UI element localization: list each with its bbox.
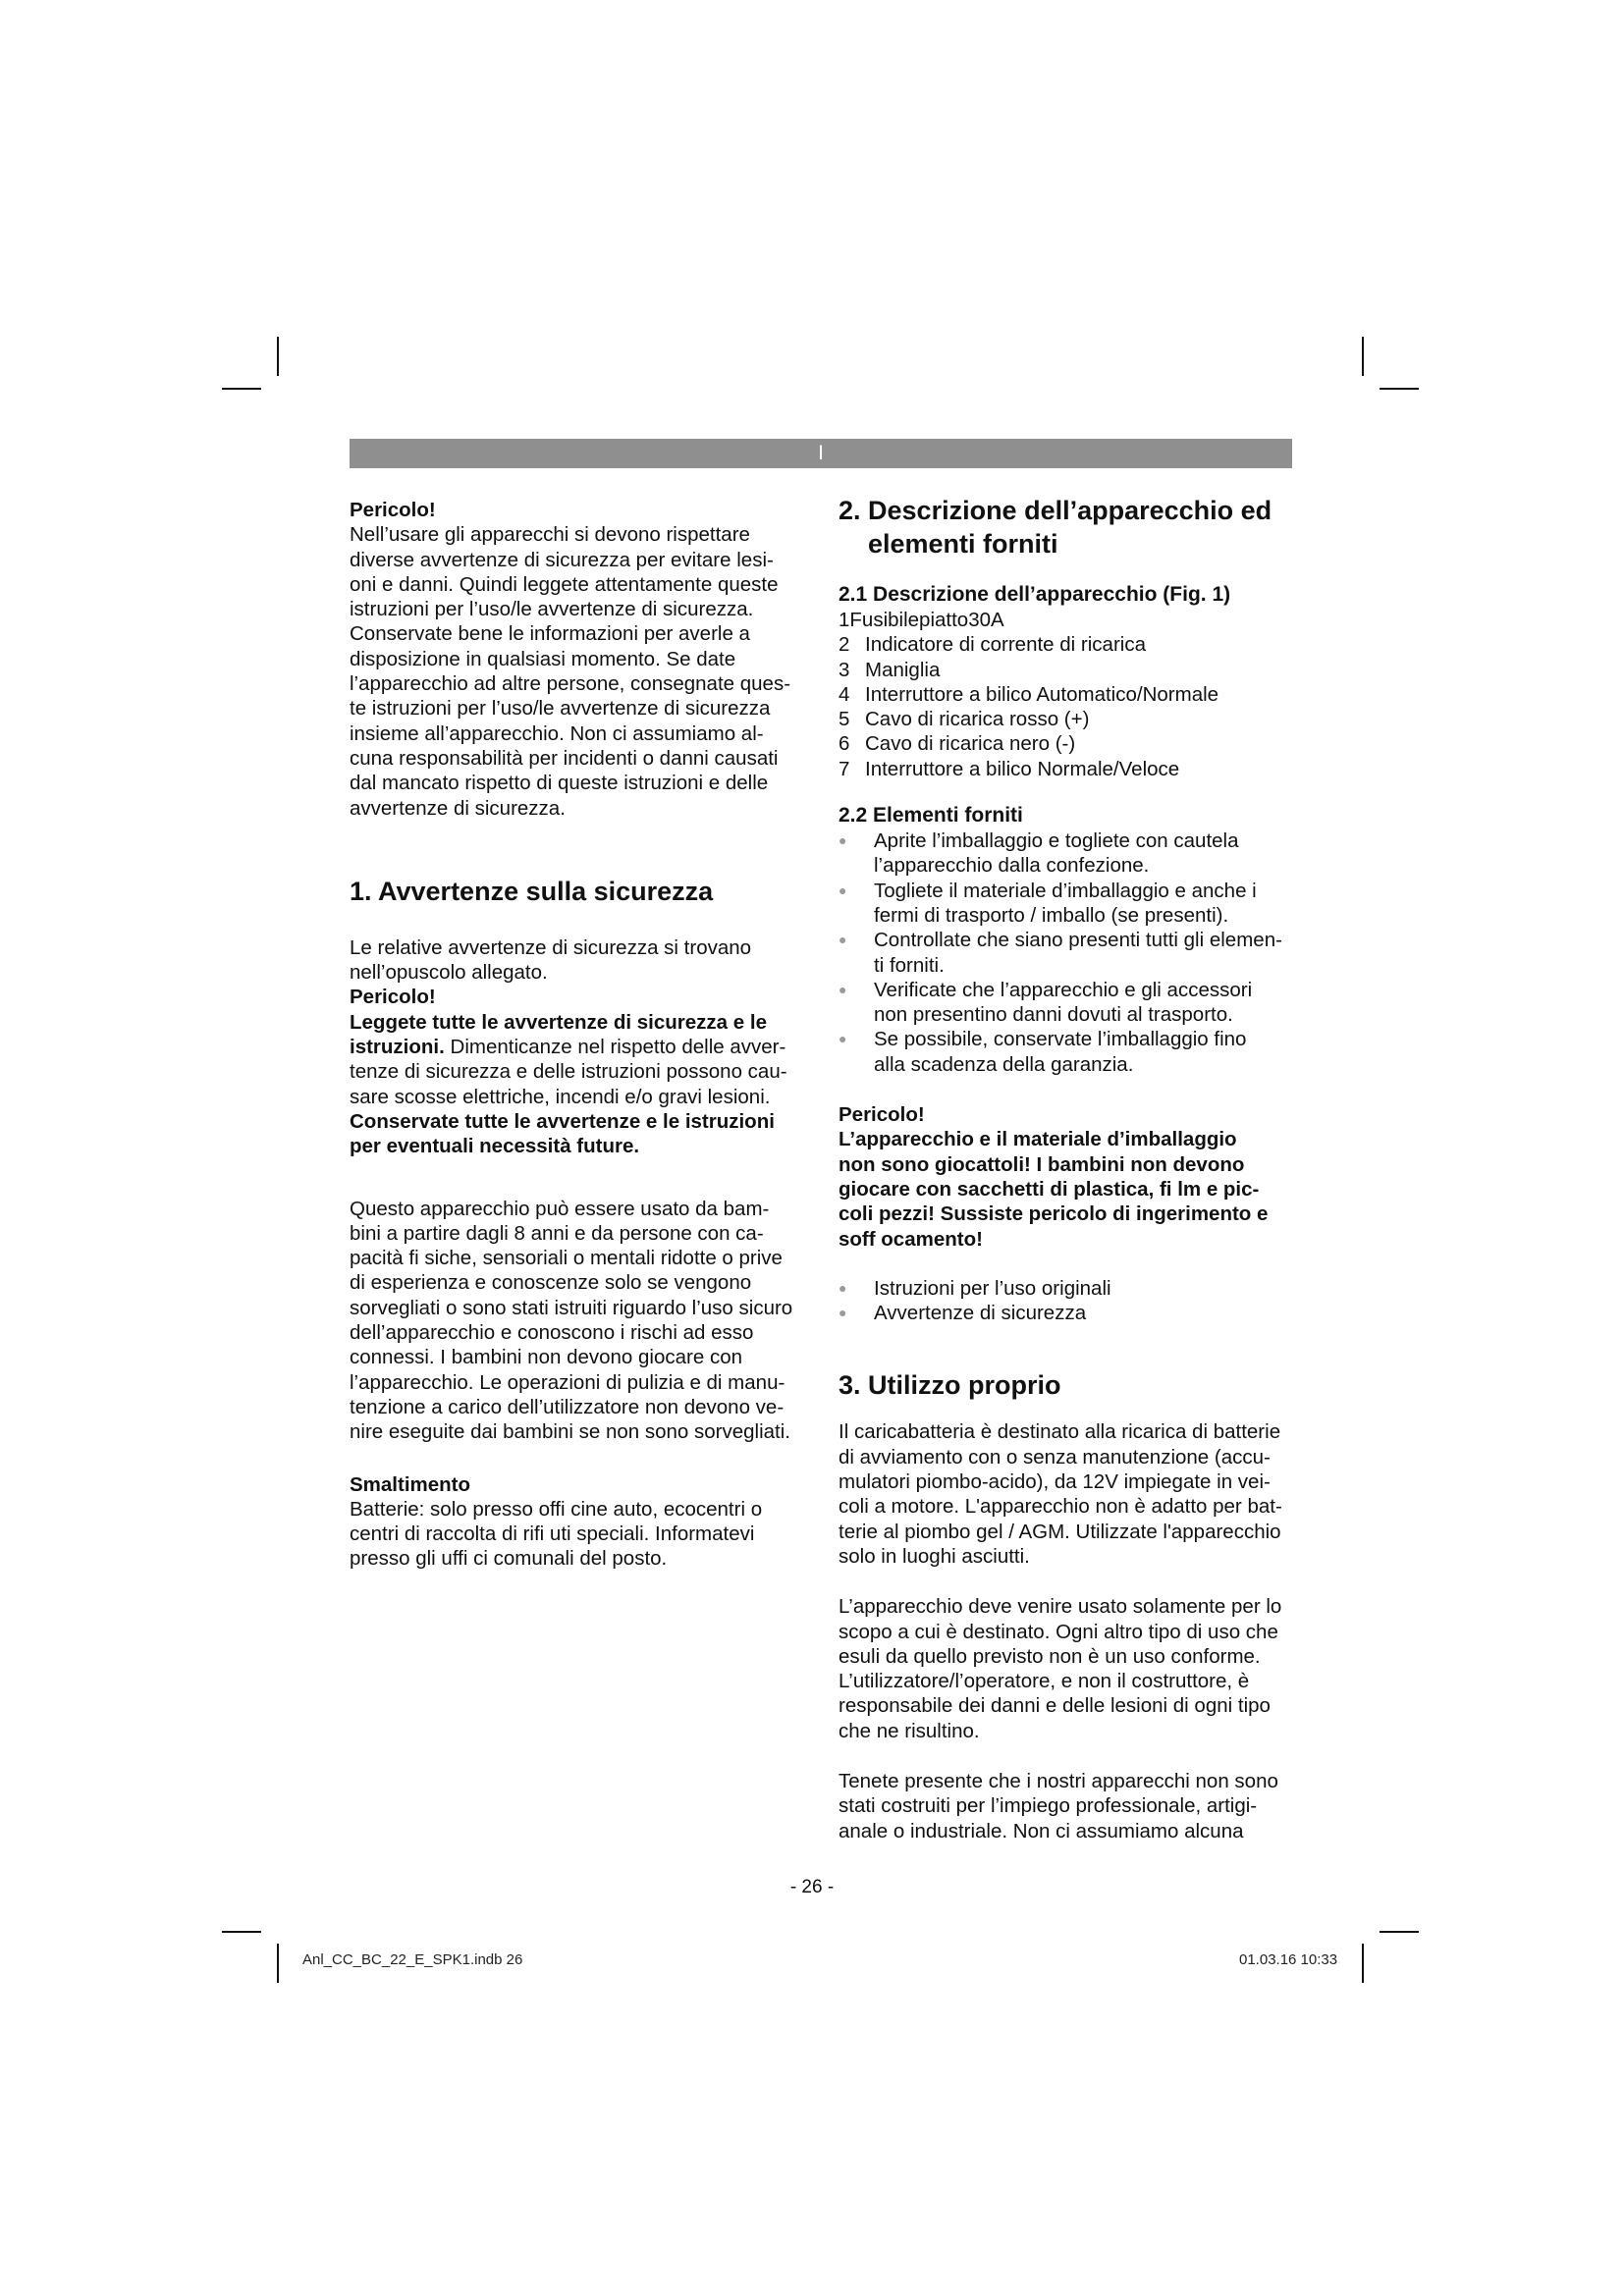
documents-list [839, 1276, 1300, 1326]
list-item: ● Se possibile, conservate l’imballaggio fino alla scadenza della garanzia. [839, 1028, 1247, 1076]
subsection-heading-supplied: 2.2 Elementi forniti [839, 804, 1023, 828]
language-header-band [350, 439, 1292, 468]
list-item: ● Avvertenze di sicurezza [839, 1302, 1087, 1325]
subsection-heading-description: 2.1 Descrizione dell’apparecchio (Fig. 1) [839, 583, 1231, 606]
print-date-time: 01.03.16 10:33 [1239, 1951, 1338, 1968]
crop-mark [1362, 1944, 1364, 1983]
bullet-icon: ● [839, 1279, 847, 1296]
list-item: ● Istruzioni per l’uso originali [839, 1276, 1111, 1300]
crop-mark [222, 1931, 261, 1933]
page-number: - 26 - [789, 1877, 835, 1897]
intended-use-paragraph-2: L’apparecchio deve venire usato solamente per lo scopo a cui è destinato. Ogni altro tipo di uso che esuli da quello previsto non è un uso conforme. L’utilizzatore/l’operatore, e non il costruttore, è responsabile dei danni e delle lesioni di ogni tipo che ne risultino. [839, 1595, 1282, 1742]
section-heading-description: 2. Descrizione dell’apparecchio ed [839, 496, 1272, 525]
list-item: ● Togliete il materiale d’imballaggio e anche i fermi di trasporto / imballo (se presenti). [839, 879, 1257, 927]
list-item: ● Controllate che siano presenti tutti gli elemen- ti forniti. [839, 929, 1282, 977]
warning-title: Pericolo! [350, 499, 436, 521]
list-item: ● Verificate che l’apparecchio e gli accessori non presentino danni dovuti al trasporto. [839, 978, 1253, 1027]
supplied-list [839, 828, 1300, 1077]
right-column [839, 494, 1300, 1843]
packaging-warning: Pericolo! L’apparecchio e il materiale d’imballaggio non sono giocattoli! I bambini non devono giocare con sacchetti di plastica, fi lm e pic- coli pezzi! Sussiste pericolo di ingerimento e soff ocamento! [839, 1102, 1300, 1252]
crop-mark [277, 1944, 279, 1983]
bullet-icon: ● [839, 1305, 847, 1321]
left-column [350, 498, 801, 1572]
section-heading-description-line2: elementi forniti [868, 529, 1058, 559]
crop-mark [277, 337, 279, 376]
crop-mark [1380, 1931, 1419, 1933]
disposal-title: Smaltimento [350, 1472, 471, 1496]
parts-list [839, 608, 1300, 781]
list-item: 7 Interruttore a bilico Normale/Veloce [839, 757, 1180, 780]
crop-mark [1380, 388, 1419, 390]
file-name: Anl_CC_BC_22_E_SPK1.indb 26 [302, 1951, 523, 1968]
list-item: 5 Cavo di ricarica rosso (+) [839, 708, 1090, 731]
section-heading-intended-use: 3. Utilizzo proprio [839, 1370, 1061, 1401]
crop-mark [222, 388, 261, 390]
safety-paragraph: Le relative avvertenze di sicurezza si trovano nell’opuscolo allegato. Pericolo! Leggete tutte le avvertenze di sicurezza e le istruzioni. Dimenticanze nel rispetto delle avver- tenze di sicurezza e delle istruzioni possono cau- sare scosse elettriche, incendi e/o gravi lesioni. Conservate tutte le avvertenze e le istruzioni per eventuali necessità future. [350, 935, 801, 1159]
bullet-icon: ● [839, 881, 847, 898]
crop-mark [1362, 337, 1364, 376]
warning-title: Pericolo! [350, 986, 436, 1009]
list-item: 3 Maniglia [839, 658, 941, 681]
warning-title: Pericolo! [839, 1103, 925, 1127]
children-paragraph: Questo apparecchio può essere usato da bam- bini a partire dagli 8 anni e da persone con ca- pacità fi siche, sensoriali o mentali ridotte o prive di esperienza e conoscenze solo se vengono sorvegliati o sono stati istruiti riguardo l’uso sicuro dell’apparecchio e conoscono i rischi ad esso connessi. I bambini non devono giocare con l’apparecchio. Le operazioni di pulizia e di manu- tenzione a carico dell’utilizzatore non devono ve- nire eseguite dai bambini se non sono sorvegliati. [350, 1197, 793, 1444]
section-heading-safety: 1. Avvertenze sulla sicurezza [350, 876, 714, 906]
disposal-paragraph: Smaltimento Batterie: solo presso offi cine auto, ecocentri o centri di raccolta di rifi uti speciali. Informatevi presso gli uffi ci comunali del posto. [350, 1472, 801, 1572]
bullet-icon: ● [839, 832, 847, 849]
list-item: 1Fusibilepiatto30A [839, 609, 1004, 631]
intro-paragraph: Nell’usare gli apparecchi si devono rispettare diverse avvertenze di sicurezza per evitare lesi- oni e danni. Quindi leggete attentamente queste istruzioni per l’uso/le avvertenze di sicurezza. Conservate bene le informazioni per averle a disposizione in qualsiasi momento. Se date l’apparecchio ad altre persone, consegnate ques- te istruzioni per l’uso/le avvertenze di sicurezza insieme all’apparecchio. Non ci assumiamo al- cuna responsabilità per incidenti o danni causati dal mancato rispetto di queste istruzioni e delle avvertenze di sicurezza. [350, 523, 791, 820]
list-item: 4 Interruttore a bilico Automatico/Normale [839, 682, 1219, 706]
intended-use-paragraph-3: Tenete presente che i nostri apparecchi non sono stati costruiti per l’impiego professionale, artigi- anale o industriale. Non ci assumiamo alcuna [839, 1769, 1278, 1842]
list-item: 2 Indicatore di corrente di ricarica [839, 633, 1146, 657]
list-item: 6 Cavo di ricarica nero (-) [839, 732, 1076, 756]
bullet-icon: ● [839, 1031, 847, 1047]
intended-use-paragraph-1: Il caricabatteria è destinato alla ricarica di batterie di avviamento con o senza manutenzione (accu- mulatori piombo-acido), da 12V impiegate in vei- coli a motore. L'apparecchio non è adatto per bat- terie al piombo gel / AGM. Utilizzate l'apparecchio solo in luoghi asciutti. [839, 1420, 1282, 1568]
language-code: I [818, 442, 824, 464]
bullet-icon: ● [839, 981, 847, 997]
list-item: ● Aprite l’imballaggio e togliete con cautela l’apparecchio dalla confezione. [839, 829, 1239, 878]
bullet-icon: ● [839, 932, 847, 948]
